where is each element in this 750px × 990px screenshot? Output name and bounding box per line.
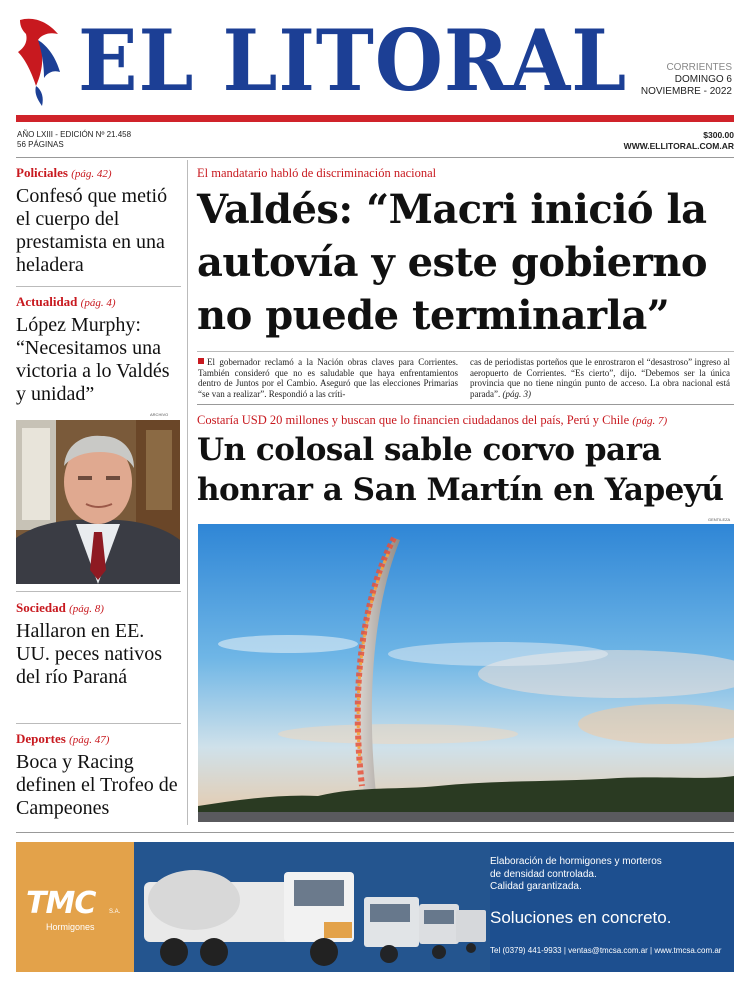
lopez-murphy-photo [16, 420, 180, 584]
page-ref: (pág. 3) [502, 388, 531, 399]
divider [16, 286, 181, 287]
main-body-left: El gobernador reclamó a la Nación obras claves para Corrientes. También consideró que no es saludable que haya enfrentamientos dentro de Juntos por el Cambio. Aseguró que las elecciones Primarias “se van a realizar”. Respondió a las críti- [198, 357, 458, 399]
divider [197, 351, 734, 352]
second-headline[interactable]: Un colosal sable corvo para honrar a San Martín en Yapeyú [197, 432, 724, 508]
photo-credit: GENTILEZA [708, 517, 731, 522]
sidebar-story-policiales[interactable] [16, 165, 181, 277]
concrete-trucks-image [134, 842, 490, 972]
photo-credit: ARCHIVO [150, 412, 169, 417]
section-label: Deportes (pág. 47) [16, 731, 110, 746]
edition-city: CORRIENTES [666, 62, 732, 73]
ad-description: Elaboración de hormigones y morteros de densidad controlada. Calidad garantizada. [490, 856, 662, 892]
section-label: Policiales (pág. 42) [16, 165, 112, 180]
sidebar-story-deportes[interactable] [16, 731, 181, 820]
edition-info [17, 130, 131, 150]
section-label: Sociedad (pág. 8) [16, 600, 104, 615]
page-count: 56 PÁGINAS [17, 140, 64, 149]
main-headline[interactable]: Valdés: “Macri inició la autovía y este gobierno no puede terminarla” [197, 186, 708, 339]
edition-month-year: NOVIEMBRE - 2022 [640, 86, 732, 97]
divider [16, 591, 181, 592]
sidebar-headline: Boca y Racing definen el Trofeo de Campeones [16, 751, 178, 819]
sidebar-story-actualidad[interactable] [16, 294, 181, 406]
ad-slogan: Soluciones en concreto. [490, 908, 672, 927]
divider [16, 832, 734, 833]
sable-monument-render [198, 524, 734, 822]
sidebar-story-sociedad[interactable] [16, 600, 181, 689]
tmc-logo: TMC [26, 886, 96, 921]
divider [16, 157, 734, 158]
column-divider [187, 160, 188, 825]
sidebar-headline: Hallaron en EE. UU. peces nativos del río Paraná [16, 620, 163, 688]
edition-day: DOMINGO 6 [674, 74, 732, 85]
price-info [624, 130, 734, 152]
logo-bird-icon [14, 12, 66, 108]
edition-date [641, 62, 732, 98]
tmc-logo-suffix: S.A. [109, 909, 121, 915]
bullet-square-icon [198, 358, 204, 364]
section-label: Actualidad (pág. 4) [16, 294, 116, 309]
divider [197, 404, 734, 405]
price: $300.00 [703, 130, 734, 140]
sidebar-headline: Confesó que metió el cuerpo del prestamista en una heladera [16, 185, 168, 276]
year-edition: AÑO LXIII - EDICIÓN Nº 21.458 [17, 130, 132, 139]
newspaper-title: EL LITORAL [78, 11, 628, 110]
main-kicker: El mandatario habló de discriminación nacional [197, 166, 437, 180]
main-body-right: cas de periodistas porteños que le enrostraron el “desastroso” ingreso al aeropuerto de Corrientes. “Es cierto”, dijo. “Debemos ser la única provincia que no tiene ningún punto de acceso. La obra nacional está parada”. (pág. 3) [470, 357, 730, 399]
tmc-logo-sub: Hormigones [46, 922, 95, 932]
second-kicker: Costaría USD 20 millones y buscan que lo financien ciudadanos del país, Perú y Chile (pág. 7) [197, 413, 668, 427]
tmc-advertisement[interactable] [16, 842, 734, 972]
ad-contact[interactable]: Tel (0379) 441-9933 | ventas@tmcsa.com.ar | www.tmcsa.com.ar [490, 946, 722, 955]
website-link[interactable]: WWW.ELLITORAL.COM.AR [623, 141, 734, 151]
sidebar-headline: López Murphy: “Necesitamos una victoria a lo Valdés y unidad” [16, 314, 170, 405]
divider [16, 723, 181, 724]
masthead-red-bar [16, 115, 734, 122]
